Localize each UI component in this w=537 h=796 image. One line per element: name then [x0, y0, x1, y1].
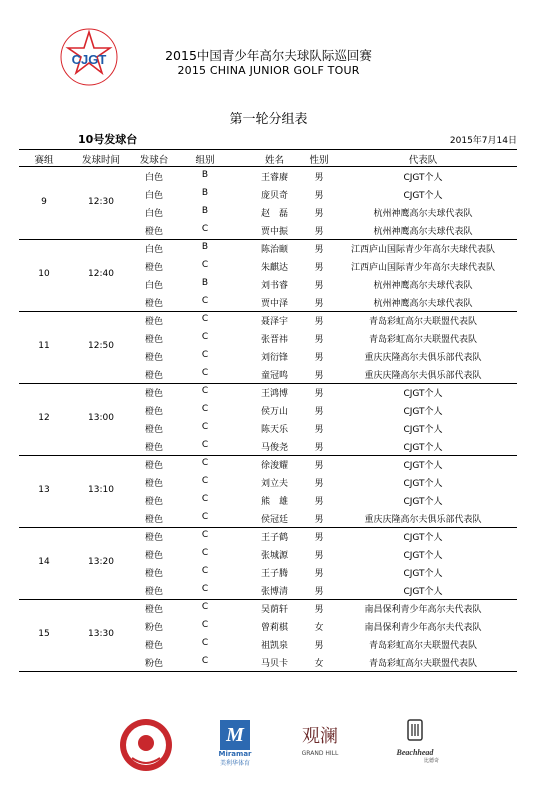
- team-cell: 杭州神鹰高尔夫球代表队: [373, 209, 473, 219]
- table-row: [19, 365, 517, 383]
- name-cell: 童冠鸣: [260, 371, 288, 381]
- sex-cell: 女: [314, 659, 324, 669]
- table-header: [19, 150, 517, 167]
- team-cell: CJGT个人: [403, 533, 443, 543]
- tee-time: 13:20: [88, 557, 114, 567]
- tee-cell: 橙色: [144, 479, 163, 489]
- group-cell: C: [201, 350, 209, 360]
- sponsor-miramar-logo: M Miramar 美利华体育: [213, 716, 257, 774]
- table-row: [19, 311, 517, 329]
- name-cell: 侯冠廷: [260, 515, 288, 525]
- col-sex: 性别: [309, 155, 329, 166]
- sex-cell: 男: [314, 641, 324, 651]
- name-cell: 马俊尧: [260, 443, 288, 453]
- tee-cell: 白色: [144, 281, 163, 291]
- name-cell: 吴荫轩: [260, 605, 288, 615]
- tee-cell: 橙色: [144, 533, 163, 543]
- team-cell: 杭州神鹰高尔夫球代表队: [373, 281, 473, 291]
- round-number: 14: [38, 557, 50, 567]
- tee-label: 10号发球台: [78, 133, 138, 146]
- group-rule: [19, 671, 517, 672]
- tee-cell: 橙色: [144, 317, 163, 327]
- logo-text: CJGT: [71, 52, 107, 67]
- table-row: [19, 599, 517, 617]
- name-cell: 曾莉棋: [260, 623, 288, 633]
- tee-cell: 橙色: [144, 587, 163, 597]
- team-cell: CJGT个人: [403, 497, 443, 507]
- tee-cell: 橙色: [144, 443, 163, 453]
- name-cell: 熊 雄: [260, 497, 288, 507]
- round-number: 10: [38, 269, 50, 279]
- sex-cell: 男: [314, 587, 324, 597]
- table-row: [19, 455, 517, 473]
- group-cell: C: [201, 296, 209, 306]
- name-cell: 贾中泽: [260, 299, 288, 309]
- name-cell: 张晋祎: [260, 335, 288, 345]
- tee-cell: 粉色: [144, 659, 163, 669]
- tee-cell: 橙色: [144, 353, 163, 363]
- sex-cell: 男: [314, 353, 324, 363]
- group-cell: C: [201, 440, 209, 450]
- name-cell: 王鸿博: [260, 389, 288, 399]
- name-cell: 刘立夫: [260, 479, 288, 489]
- group-cell: C: [201, 386, 209, 396]
- tee-time: 13:10: [88, 485, 114, 495]
- tee-cell: 橙色: [144, 605, 163, 615]
- tee-cell: 橙色: [144, 641, 163, 651]
- team-cell: CJGT个人: [403, 425, 443, 435]
- sex-cell: 男: [314, 461, 324, 471]
- tee-cell: 白色: [144, 173, 163, 183]
- tee-time: 12:50: [88, 341, 114, 351]
- group-cell: C: [201, 512, 209, 522]
- name-cell: 祖凯泉: [260, 641, 288, 651]
- name-cell: 赵 磊: [260, 209, 288, 219]
- miramar-m-icon: M: [220, 720, 250, 750]
- name-cell: 张城源: [260, 551, 288, 561]
- name-cell: 刘书睿: [260, 281, 288, 291]
- group-cell: C: [201, 260, 209, 270]
- tee-cell: 橙色: [144, 551, 163, 561]
- table-row: [19, 509, 517, 527]
- team-cell: CJGT个人: [403, 173, 443, 183]
- sponsor-grand-hill-logo: 观澜 GRAND HILL: [301, 726, 339, 757]
- name-cell: 马贝卡: [260, 659, 288, 669]
- tee-time: 13:00: [88, 413, 114, 423]
- group-cell: C: [201, 314, 209, 324]
- name-cell: 王子腾: [260, 569, 288, 579]
- sex-cell: 男: [314, 173, 324, 183]
- tee-cell: 橙色: [144, 263, 163, 273]
- name-cell: 朱麒达: [260, 263, 288, 273]
- sex-cell: 男: [314, 245, 324, 255]
- sex-cell: 男: [314, 569, 324, 579]
- name-cell: 侯万山: [260, 407, 288, 417]
- group-cell: B: [201, 170, 209, 180]
- group-cell: C: [201, 368, 209, 378]
- tee-time: 12:40: [88, 269, 114, 279]
- team-cell: 青岛彩虹高尔夫联盟代表队: [368, 335, 477, 345]
- tee-cell: 橙色: [144, 569, 163, 579]
- team-cell: 杭州神鹰高尔夫球代表队: [373, 227, 473, 237]
- sex-cell: 男: [314, 317, 324, 327]
- team-cell: 青岛彩虹高尔夫联盟代表队: [368, 317, 477, 327]
- group-cell: C: [201, 638, 209, 648]
- tee-time: 13:30: [88, 629, 114, 639]
- table-row: [19, 221, 517, 239]
- team-cell: 南昌保利青少年高尔夫代表队: [364, 605, 482, 615]
- tee-cell: 橙色: [144, 407, 163, 417]
- sex-cell: 男: [314, 335, 324, 345]
- team-cell: CJGT个人: [403, 551, 443, 561]
- title-cn: 2015中国青少年高尔夫球队际巡回赛: [165, 48, 372, 63]
- tee-cell: 橙色: [144, 515, 163, 525]
- team-cell: CJGT个人: [403, 407, 443, 417]
- tee-cell: 橙色: [144, 389, 163, 399]
- sex-cell: 男: [314, 389, 324, 399]
- team-cell: CJGT个人: [403, 569, 443, 579]
- sex-cell: 男: [314, 371, 324, 381]
- table-row: [19, 293, 517, 311]
- sex-cell: 女: [314, 623, 324, 633]
- sponsor-golf-association-logo: [118, 716, 174, 774]
- tee-time: 12:30: [88, 197, 114, 207]
- name-cell: 徐浚耀: [260, 461, 288, 471]
- team-cell: 重庆庆隆高尔夫俱乐部代表队: [364, 353, 482, 363]
- team-cell: 南昌保利青少年高尔夫代表队: [364, 623, 482, 633]
- group-cell: B: [201, 188, 209, 198]
- tee-cell: 白色: [144, 245, 163, 255]
- name-cell: 陈治颐: [260, 245, 288, 255]
- tee-cell: 橙色: [144, 371, 163, 381]
- team-cell: CJGT个人: [403, 479, 443, 489]
- team-cell: 江西庐山国际青少年高尔夫球代表队: [350, 263, 495, 273]
- table-row: [19, 653, 517, 671]
- team-cell: 重庆庆隆高尔夫俱乐部代表队: [364, 515, 482, 525]
- group-cell: C: [201, 332, 209, 342]
- tee-cell: 粉色: [144, 623, 163, 633]
- tee-cell: 橙色: [144, 227, 163, 237]
- group-cell: C: [201, 404, 209, 414]
- round-number: 11: [38, 341, 50, 351]
- sex-cell: 男: [314, 515, 324, 525]
- sex-cell: 男: [314, 263, 324, 273]
- sponsor-bar: [0, 716, 537, 776]
- group-cell: C: [201, 530, 209, 540]
- name-cell: 庞贝奇: [260, 191, 288, 201]
- tee-cell: 橙色: [144, 299, 163, 309]
- sex-cell: 男: [314, 227, 324, 237]
- sex-cell: 男: [314, 551, 324, 561]
- group-cell: C: [201, 602, 209, 612]
- sex-cell: 男: [314, 479, 324, 489]
- tee-cell: 橙色: [144, 425, 163, 435]
- team-cell: CJGT个人: [403, 389, 443, 399]
- group-cell: C: [201, 584, 209, 594]
- group-cell: B: [201, 242, 209, 252]
- name-cell: 刘衍锋: [260, 353, 288, 363]
- table-row: [19, 383, 517, 401]
- col-tee: 发球台: [139, 155, 169, 166]
- table-row: [19, 581, 517, 599]
- round-title: 第一轮分组表: [229, 112, 308, 127]
- team-cell: 重庆庆隆高尔夫俱乐部代表队: [364, 371, 482, 381]
- team-cell: CJGT个人: [403, 443, 443, 453]
- team-cell: 江西庐山国际青少年高尔夫球代表队: [350, 245, 495, 255]
- group-cell: C: [201, 548, 209, 558]
- tee-cell: 橙色: [144, 497, 163, 507]
- group-cell: C: [201, 422, 209, 432]
- name-cell: 贾中振: [260, 227, 288, 237]
- sex-cell: 男: [314, 407, 324, 417]
- beachhead-icon: [405, 718, 425, 744]
- name-cell: 张博清: [260, 587, 288, 597]
- sex-cell: 男: [314, 497, 324, 507]
- team-cell: 青岛彩虹高尔夫联盟代表队: [368, 641, 477, 651]
- title-en: 2015 CHINA JUNIOR GOLF TOUR: [177, 64, 360, 77]
- sex-cell: 男: [314, 281, 324, 291]
- team-cell: CJGT个人: [403, 587, 443, 597]
- team-cell: CJGT个人: [403, 461, 443, 471]
- table-row: [19, 167, 517, 185]
- name-cell: 王睿赓: [260, 173, 288, 183]
- col-team: 代表队: [408, 155, 438, 166]
- group-cell: C: [201, 566, 209, 576]
- team-cell: CJGT个人: [403, 191, 443, 201]
- sex-cell: 男: [314, 443, 324, 453]
- tee-cell: 白色: [144, 209, 163, 219]
- group-cell: C: [201, 224, 209, 234]
- team-cell: 青岛彩虹高尔夫联盟代表队: [368, 659, 477, 669]
- col-group: 组别: [195, 155, 215, 166]
- name-cell: 聂泽宇: [260, 317, 288, 327]
- team-cell: 杭州神鹰高尔夫球代表队: [373, 299, 473, 309]
- col-time: 发球时间: [81, 155, 120, 166]
- col-name: 姓名: [264, 155, 284, 166]
- group-cell: C: [201, 620, 209, 630]
- group-cell: C: [201, 476, 209, 486]
- round-number: 12: [38, 413, 50, 423]
- table-row: [19, 437, 517, 455]
- table-row: [19, 239, 517, 257]
- sex-cell: 男: [314, 191, 324, 201]
- sex-cell: 男: [314, 299, 324, 309]
- round-number: 15: [38, 629, 50, 639]
- date: 2015年7月14日: [449, 136, 517, 146]
- round-number: 13: [38, 485, 50, 495]
- group-cell: B: [201, 206, 209, 216]
- col-round: 赛组: [34, 155, 54, 166]
- tee-cell: 橙色: [144, 335, 163, 345]
- sponsor-beachhead-logo: Beachhead 比德奇: [385, 716, 445, 774]
- tee-cell: 橙色: [144, 461, 163, 471]
- table-row: [19, 527, 517, 545]
- name-cell: 王子鹤: [260, 533, 288, 543]
- group-cell: B: [201, 278, 209, 288]
- tee-cell: 白色: [144, 191, 163, 201]
- group-cell: C: [201, 494, 209, 504]
- round-number: 9: [41, 197, 47, 207]
- sex-cell: 男: [314, 533, 324, 543]
- name-cell: 陈天乐: [260, 425, 288, 435]
- group-cell: C: [201, 458, 209, 468]
- sex-cell: 男: [314, 605, 324, 615]
- group-cell: C: [201, 656, 209, 666]
- sex-cell: 男: [314, 425, 324, 435]
- sex-cell: 男: [314, 209, 324, 219]
